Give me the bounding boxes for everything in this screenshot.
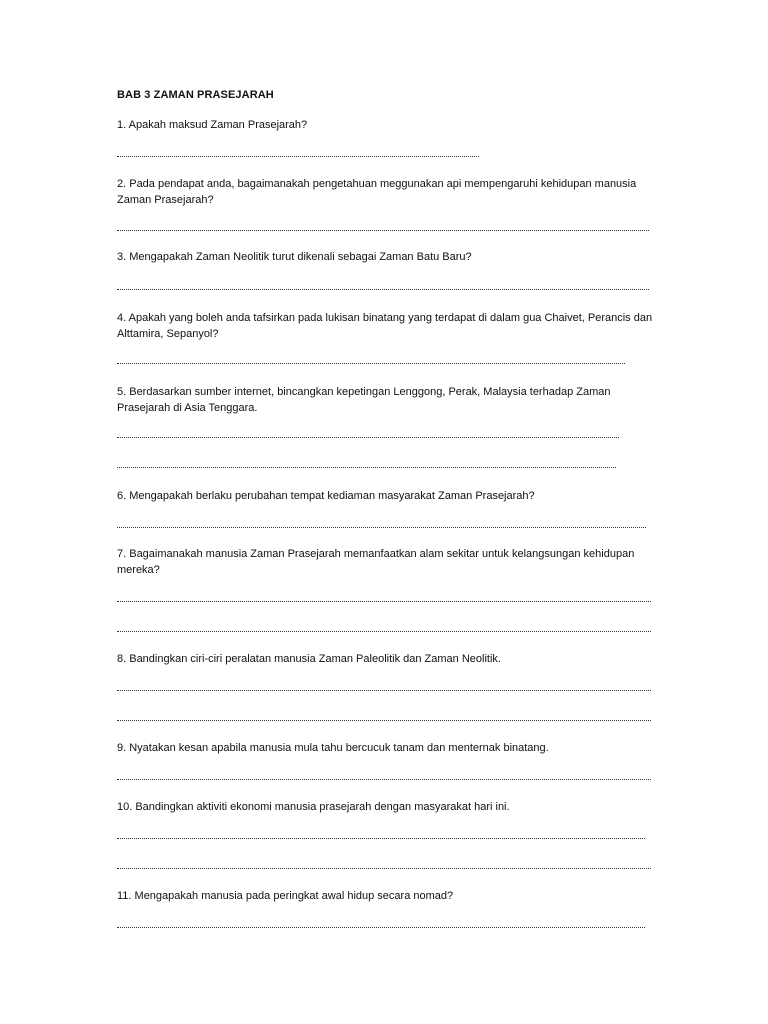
- question-7: 7. Bagaimanakah manusia Zaman Prasejarah memanfaatkan alam sekitar untuk kelangsungan kehidupan mereka?: [117, 548, 635, 576]
- answer-line-9: [117, 775, 651, 780]
- answer-line-5b: [117, 463, 616, 468]
- question-10: 10. Bandingkan aktiviti ekonomi manusia prasejarah dengan masyarakat hari ini.: [117, 801, 510, 813]
- question-6: 6. Mengapakah berlaku perubahan tempat kediaman masyarakat Zaman Prasejarah?: [117, 490, 535, 502]
- question-2: 2. Pada pendapat anda, bagaimanakah pengetahuan meggunakan api mempengaruhi kehidupan manusia Zaman Prasejarah?: [117, 178, 637, 206]
- question-1: 1. Apakah maksud Zaman Prasejarah?: [117, 119, 308, 131]
- question-9: 9. Nyatakan kesan apabila manusia mula tahu bercucuk tanam dan menternak binatang.: [117, 742, 549, 754]
- answer-line-7b: [117, 627, 651, 632]
- answer-line-8b: [117, 716, 651, 721]
- answer-line-3: [117, 285, 649, 290]
- answer-line-2: [117, 226, 649, 231]
- question-3: 3. Mengapakah Zaman Neolitik turut dikenali sebagai Zaman Batu Baru?: [117, 251, 472, 263]
- question-8: 8. Bandingkan ciri-ciri peralatan manusia Zaman Paleolitik dan Zaman Neolitik.: [117, 653, 501, 665]
- answer-line-1: [117, 152, 479, 157]
- worksheet-title: BAB 3 ZAMAN PRASEJARAH: [117, 89, 274, 101]
- answer-line-7a: [117, 597, 651, 602]
- question-5: 5. Berdasarkan sumber internet, bincangkan kepetingan Lenggong, Perak, Malaysia terhadap Zaman Prasejarah di Asia Tenggara.: [117, 386, 611, 414]
- answer-line-11: [117, 923, 645, 928]
- answer-line-4: [117, 359, 625, 364]
- answer-line-10a: [117, 834, 645, 839]
- answer-line-10b: [117, 864, 651, 869]
- answer-line-6: [117, 523, 646, 528]
- answer-line-5a: [117, 433, 619, 438]
- answer-line-8a: [117, 686, 651, 691]
- question-4: 4. Apakah yang boleh anda tafsirkan pada lukisan binatang yang terdapat di dalam gua Chaivet, Perancis dan Alttamira, Sepanyol?: [117, 312, 653, 340]
- question-11: 11. Mengapakah manusia pada peringkat awal hidup secara nomad?: [117, 890, 454, 902]
